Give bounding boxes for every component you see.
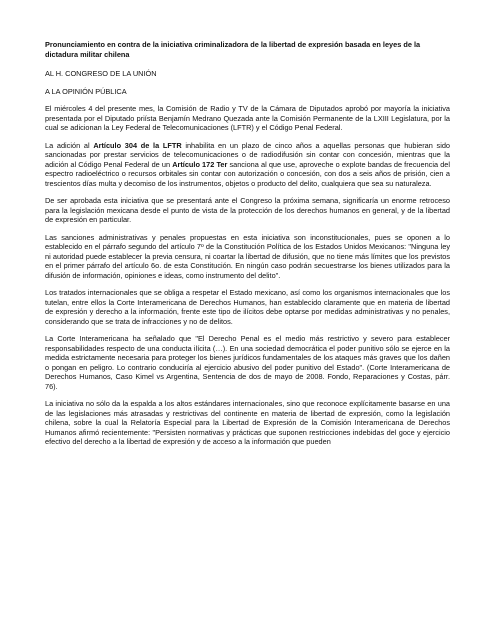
address-congress: AL H. CONGRESO DE LA UNIÓN bbox=[45, 69, 157, 78]
document-page bbox=[45, 40, 450, 455]
paragraph-3: De ser aprobada esta iniciativa que se presentará ante el Congreso la próxima semana, significaría un enorme retroceso para la legislación mexicana desde el punto de vista de la protección de los derechos humanos en general, y de la libertad de expresión en particular. bbox=[45, 196, 450, 224]
paragraph-5: Los tratados internacionales que se obliga a respetar el Estado mexicano, así como los organismos internacionales que los tutelan, entre ellos la Corte Interamericana de Derechos Humanos, han establecido claramente que en materia de libertad de expresión y derecho a la información, frente este tipo de ilícitos debe optarse por medidas administrativas y no penales, considerando que se trata de infracciones y no de delitos. bbox=[45, 288, 450, 326]
paragraph-6: La Corte Interamericana ha señalado que "El Derecho Penal es el medio más restrictivo y severo para establecer responsabilidades respecto de una conducta ilícita (…). En una sociedad democrática el poder punitivo sólo se ejerce en la medida estrictamente necesaria para proteger los bienes jurídicos fundamentales de los ataques más graves que los dañen o pongan en peligro. Lo contrario conduciría al ejercicio abusivo del poder punitivo del Estado". (Corte Interamericana de Derechos Humanos, Caso Kimel vs Argentina, Sentencia de dos de mayo de 2008. Fondo, Reparaciones y Costas, párr. 76). bbox=[45, 334, 450, 391]
paragraph-4: Las sanciones administrativas y penales propuestas en esta iniciativa son inconstitucionales, pues se oponen a lo establecido en el párrafo segundo del artículo 7º de la Constitución Política de los Estados Unidos Mexicanos: "Ninguna ley ni autoridad puede establecer la previa censura, ni coartar la libertad de difusión, que no tiene más límites que los previstos en el primer párrafo del artículo 6o. de esta Constitución. En ningún caso podrán secuestrarse los bienes utilizados para la difusión de información, opiniones e ideas, como instrumento del delito". bbox=[45, 232, 450, 280]
paragraph-7: La iniciativa no sólo da la espalda a los altos estándares internacionales, sino que reconoce explícitamente basarse en una de las legislaciones más atrasadas y restrictivas del continente en materia de libertad de expresión, como la legislación chilena, sobre la cual la Relatoría Especial para la Libertad de Expresión de la Comisión Interamericana de Derechos Humanos afirmó recientemente: "Persisten normativas y prácticas que suponen restricciones indebidas del goce y ejercicio efectivo del derecho a la libertad de expresión y de acceso a la información que pueden bbox=[45, 399, 450, 446]
article-304-reference: Artículo 304 de la LFTR bbox=[93, 140, 182, 150]
article-172-ter-reference: Artículo 172 Ter bbox=[172, 159, 228, 169]
paragraph-1: El miércoles 4 del presente mes, la Comisión de Radio y TV de la Cámara de Diputados aprobó por mayoría la iniciativa presentada por el Diputado priísta Benjamín Medrano Quezada ante la Comisión Permanente de la LXIII Legislatura, por la cual se adicionan la Ley Federal de Telecomunicaciones (LFTR) y el Código Penal Federal. bbox=[45, 104, 450, 132]
document-title: Pronunciamiento en contra de la iniciativa criminalizadora de la libertad de expresión basada en leyes de la dictadura militar chilena bbox=[45, 40, 421, 59]
paragraph-2-text-e: sanciona al que use, aproveche o explote bandas de frecuencia del espectro radioeléctrico o recursos orbitales sin contar con autorización o concesión, con dos a seis años de prisión, cien a trescientos días multa y decomiso de los instrumentos, objetos o producto del delito, cualquiera que sea su naturaleza. bbox=[45, 159, 450, 188]
paragraph-2-text-c: inhabilita en un plazo de cinco años a aquellas personas que hubieran sido sancionadas por prestar servicios de telecomunicaciones o de radiodifusión sin contar con concesión, mientras que la adición al Código Penal Federal de un bbox=[45, 140, 450, 169]
paragraph-2 bbox=[45, 141, 450, 189]
address-public: A LA OPINIÓN PÚBLICA bbox=[45, 86, 127, 96]
paragraph-2-text-a: La adición al bbox=[45, 140, 94, 150]
